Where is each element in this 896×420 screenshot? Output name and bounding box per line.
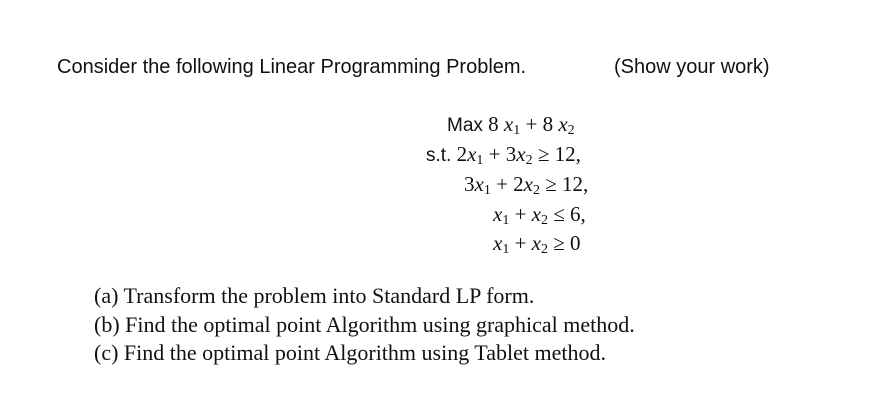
var-x: x <box>493 231 503 255</box>
coef: 3 <box>464 172 475 196</box>
plus-sign: + <box>514 231 527 255</box>
plus-sign: + <box>488 142 501 166</box>
rhs: 6, <box>570 202 586 226</box>
var-x: x <box>558 112 568 136</box>
plus-sign: + <box>514 202 527 226</box>
relation-sign: ≤ <box>553 202 565 226</box>
var-x: x <box>474 172 484 196</box>
subscript: 2 <box>541 242 548 257</box>
rhs: 0 <box>570 231 581 255</box>
st-label: s.t. <box>426 145 452 166</box>
objective-line <box>447 112 575 137</box>
max-label: Max <box>447 115 483 136</box>
coef: 3 <box>505 142 517 166</box>
objective-coef-2: 8 <box>542 112 554 136</box>
relation-sign: ≥ <box>545 172 557 196</box>
task-b: (b) Find the optimal point Algorithm using graphical method. <box>94 312 635 337</box>
objective-coef-1: 8 <box>488 112 499 136</box>
relation-sign: ≥ <box>553 231 565 255</box>
show-work-note: (Show your work) <box>614 56 770 78</box>
subscript: 1 <box>476 153 484 168</box>
constraint-2 <box>464 172 588 197</box>
var-x: x <box>493 202 503 226</box>
subscript: 1 <box>513 123 521 138</box>
relation-sign: ≥ <box>537 142 550 166</box>
var-x: x <box>503 112 514 136</box>
plus-sign: + <box>496 172 508 196</box>
subscript: 2 <box>541 213 548 228</box>
var-x: x <box>516 142 526 166</box>
subscript: 1 <box>483 183 491 198</box>
var-x: x <box>531 231 541 255</box>
intro-statement: Consider the following Linear Programming Problem. <box>57 56 527 78</box>
subscript: 2 <box>567 123 575 138</box>
constraint-1 <box>426 142 581 167</box>
rhs: 12, <box>554 142 581 166</box>
subscript: 1 <box>502 213 510 228</box>
subscript: 2 <box>533 183 540 198</box>
task-a: (a) Transform the problem into Standard LP form. <box>94 283 535 308</box>
task-c: (c) Find the optimal point Algorithm using Tablet method. <box>94 340 606 365</box>
var-x: x <box>467 142 477 166</box>
plus-sign: + <box>525 112 538 136</box>
rhs: 12, <box>562 172 589 196</box>
var-x: x <box>523 172 533 196</box>
var-x: x <box>531 202 541 226</box>
coef: 2 <box>456 142 468 166</box>
constraint-3 <box>493 202 586 227</box>
subscript: 1 <box>502 242 510 257</box>
coef: 2 <box>513 172 524 196</box>
constraint-4 <box>493 231 581 256</box>
subscript: 2 <box>525 153 533 168</box>
